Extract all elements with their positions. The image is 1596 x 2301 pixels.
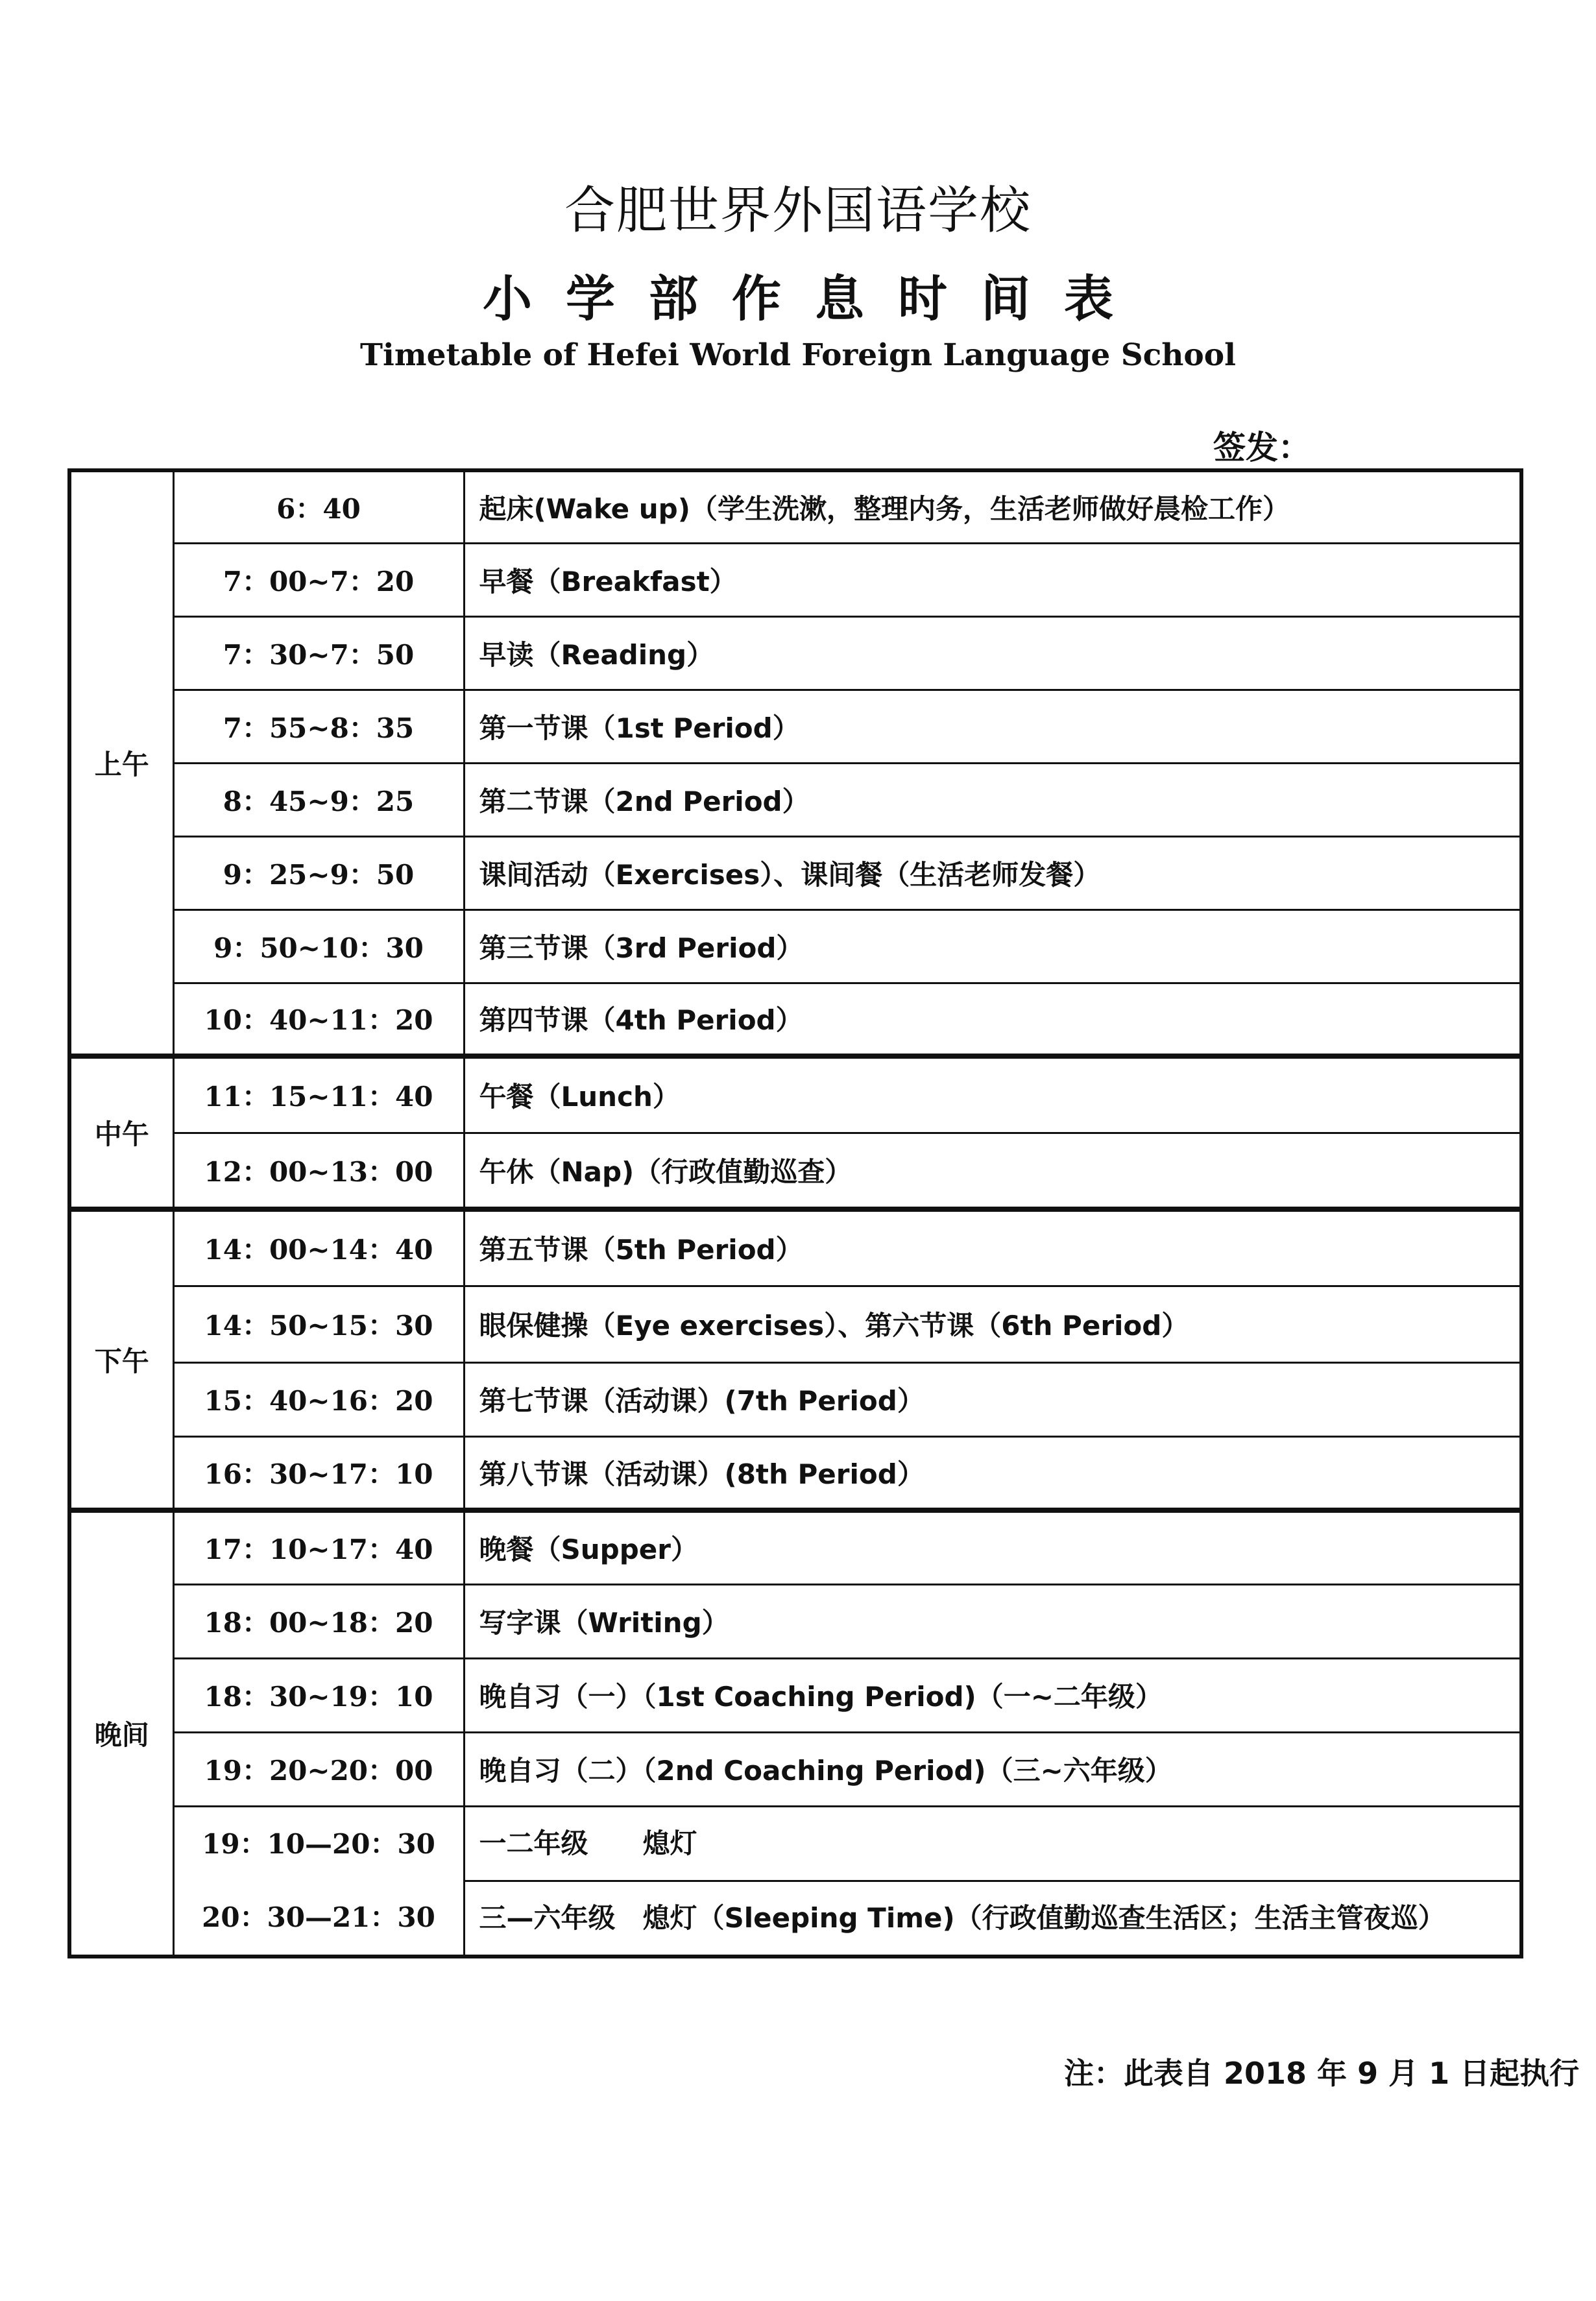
- time-cell: 9：25~9：50: [173, 836, 464, 910]
- activity-cell: 第二节课（2nd Period）: [464, 763, 1521, 836]
- lights-out-activity-cell: [464, 1806, 1521, 1957]
- time-cell: 14：00~14：40: [173, 1209, 464, 1286]
- activity-cell: 早读（Reading）: [464, 616, 1521, 690]
- activity-cell: 晚自习（二）（2nd Coaching Period)（三~六年级）: [464, 1732, 1521, 1806]
- activity-cell: 课间活动（Exercises）、课间餐（生活老师发餐）: [464, 836, 1521, 910]
- time-cell: 19：20~20：00: [173, 1732, 464, 1806]
- effective-date-note: 注：此表自 2018 年 9 月 1 日起执行: [1064, 2056, 1580, 2091]
- table-row: [69, 1286, 1521, 1362]
- activity-cell: 第四节课（4th Period）: [464, 983, 1521, 1056]
- activity-cell: 眼保健操（Eye exercises）、第六节课（6th Period）: [464, 1286, 1521, 1362]
- period-label-afternoon: 下午: [69, 1209, 173, 1510]
- lights-out-time-2: 20：30—21：30: [202, 1901, 435, 1933]
- table-row: [69, 1436, 1521, 1510]
- table-row: [69, 1806, 1521, 1957]
- lights-out-time-cell: [173, 1806, 464, 1957]
- time-cell: 14：50~15：30: [173, 1286, 464, 1362]
- school-name: 合肥世界外国语学校: [564, 182, 1032, 240]
- activity-cell: 第五节课（5th Period）: [464, 1209, 1521, 1286]
- table-row: [69, 763, 1521, 836]
- time-cell: 9：50~10：30: [173, 910, 464, 983]
- table-row: [69, 616, 1521, 690]
- activity-cell: 第一节课（1st Period）: [464, 690, 1521, 763]
- english-title: Timetable of Hefei World Foreign Language School: [360, 337, 1236, 373]
- time-cell: 7：30~7：50: [173, 616, 464, 690]
- timetable: [67, 468, 1523, 1958]
- lights-out-activity-1: 一二年级 熄灯: [479, 1827, 697, 1859]
- time-cell: 18：00~18：20: [173, 1584, 464, 1658]
- time-cell: 11：15~11：40: [173, 1056, 464, 1133]
- lights-out-activity-2: 三—六年级 熄灯（Sleeping Time)（行政值勤巡查生活区；生活主管夜巡）: [465, 1880, 1520, 1955]
- period-label-morning: 上午: [69, 470, 173, 1056]
- table-row: [69, 690, 1521, 763]
- time-cell: 17：10~17：40: [173, 1510, 464, 1584]
- activity-cell: 晚自习（一）（1st Coaching Period)（一~二年级）: [464, 1658, 1521, 1732]
- activity-cell: 写字课（Writing）: [464, 1584, 1521, 1658]
- timetable-subtitle: 小学部作息时间表: [483, 270, 1147, 328]
- activity-cell: 第三节课（3rd Period）: [464, 910, 1521, 983]
- activity-cell: 午休（Nap)（行政值勤巡查）: [464, 1133, 1521, 1209]
- time-cell: 7：55~8：35: [173, 690, 464, 763]
- activity-cell: 午餐（Lunch）: [464, 1056, 1521, 1133]
- period-label-noon: 中午: [69, 1056, 173, 1209]
- table-row: [69, 1362, 1521, 1436]
- table-row: [69, 1209, 1521, 1286]
- time-cell: 10：40~11：20: [173, 983, 464, 1056]
- table-row: [69, 910, 1521, 983]
- time-cell: 16：30~17：10: [173, 1436, 464, 1510]
- activity-cell: 晚餐（Supper）: [464, 1510, 1521, 1584]
- time-cell: 8：45~9：25: [173, 763, 464, 836]
- activity-cell: 早餐（Breakfast）: [464, 543, 1521, 616]
- signoff-label: 签发：: [1213, 428, 1311, 466]
- table-row: [69, 470, 1521, 543]
- time-cell: 12：00~13：00: [173, 1133, 464, 1209]
- table-row: [69, 836, 1521, 910]
- time-cell: 7：00~7：20: [173, 543, 464, 616]
- table-row: [69, 1732, 1521, 1806]
- period-label-evening: 晚间: [69, 1510, 173, 1957]
- time-cell: 6：40: [173, 470, 464, 543]
- table-row: [69, 1133, 1521, 1209]
- time-cell: 15：40~16：20: [173, 1362, 464, 1436]
- activity-cell: 第八节课（活动课）(8th Period）: [464, 1436, 1521, 1510]
- time-cell: 18：30~19：10: [173, 1658, 464, 1732]
- table-row: [69, 1658, 1521, 1732]
- lights-out-time-1: 19：10—20：30: [202, 1828, 435, 1860]
- activity-cell: 第七节课（活动课）(7th Period）: [464, 1362, 1521, 1436]
- table-row: [69, 1056, 1521, 1133]
- table-row: [69, 543, 1521, 616]
- table-row: [69, 1510, 1521, 1584]
- table-row: [69, 1584, 1521, 1658]
- activity-cell: 起床(Wake up)（学生洗漱，整理内务，生活老师做好晨检工作）: [464, 470, 1521, 543]
- table-row: [69, 983, 1521, 1056]
